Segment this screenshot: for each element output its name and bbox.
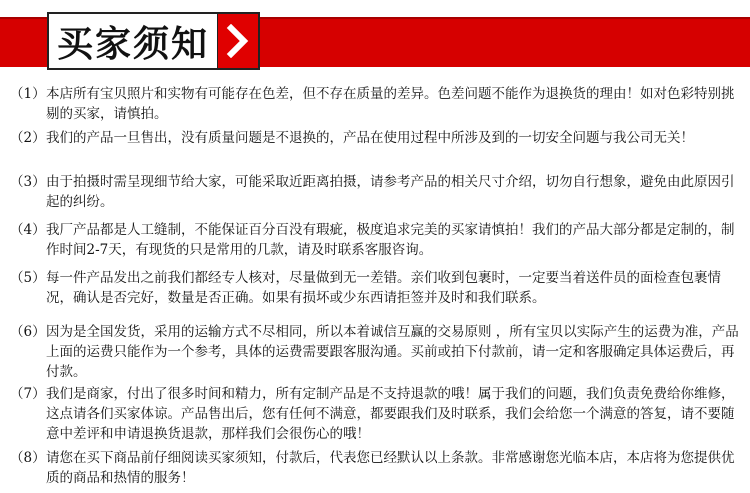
item-number: （2）	[10, 130, 46, 146]
item-text: 请您在买下商品前仔细阅读买家须知，付款后，代表您已经默认以上条款。非常感谢您光临本店，本店将为您提供优质的商品和热情的服务！	[46, 450, 735, 486]
item-number: （1）	[10, 86, 46, 102]
item-number: （3）	[10, 174, 46, 190]
page-title: 买家须知	[47, 12, 219, 70]
item-number: （7）	[10, 386, 46, 402]
item-text: 我们是商家，付出了很多时间和精力，所有定制产品是不支持退款的哦！属于我们的问题，我们负责免费给你维修，这点请各们买家体谅。产品售出后，您有任何不满意，都要跟我们及时联系，我们会给您一个满意的答复，请不要随意中差评和申请退换货退款，那样我们会很伤心的哦！	[46, 386, 735, 442]
item-text: 我厂产品都是人工缝制，不能保证百分百没有瑕疵，极度追求完美的买家请慎拍！我们的产品大部分都是定制的，制作时间2-7天，有现货的只是常用的几款，请及时联系客服咨询。	[46, 222, 735, 258]
item-number: （5）	[10, 270, 46, 286]
item-number: （6）	[10, 324, 46, 340]
chevron-right-icon	[225, 24, 251, 58]
item-text: 我们的产品一旦售出，没有质量问题是不退换的，产品在使用过程中所涉及到的一切安全问题与我公司无关！	[46, 130, 694, 146]
item-number: （8）	[10, 450, 46, 466]
header-banner	[0, 0, 750, 72]
item-text: 本店所有宝贝照片和实物有可能存在色差，但不存在质量的差异。色差问题不能作为退换货的理由！如对色彩特别挑剔的买家，请慎拍。	[46, 86, 735, 122]
item-text: 因为是全国发货，采用的运输方式不尽相同，所以本着诚信互赢的交易原则 ，所有宝贝以实际产生的运费为准，产品上面的运费只能作为一个参考，具体的运费需要跟客服沟通。买前或拍下付款前，请一定和客服确定具体运费后，再付款。	[46, 324, 739, 380]
item-number: （4）	[10, 222, 46, 238]
item-text: 由于拍摄时需呈现细节给大家，可能采取近距离拍摄，请参考产品的相关尺寸介绍，切勿自行想象，避免由此原因引起的纠纷。	[46, 174, 735, 210]
item-text: 每一件产品发出之前我们都经专人核对，尽量做到无一差错。亲们收到包裹时，一定要当着送件员的面检查包裹情况，确认是否完好，数量是否正确。如果有损坏或少东西请拒签并及时和我们联系。	[46, 270, 721, 306]
arrow-box	[218, 12, 260, 70]
